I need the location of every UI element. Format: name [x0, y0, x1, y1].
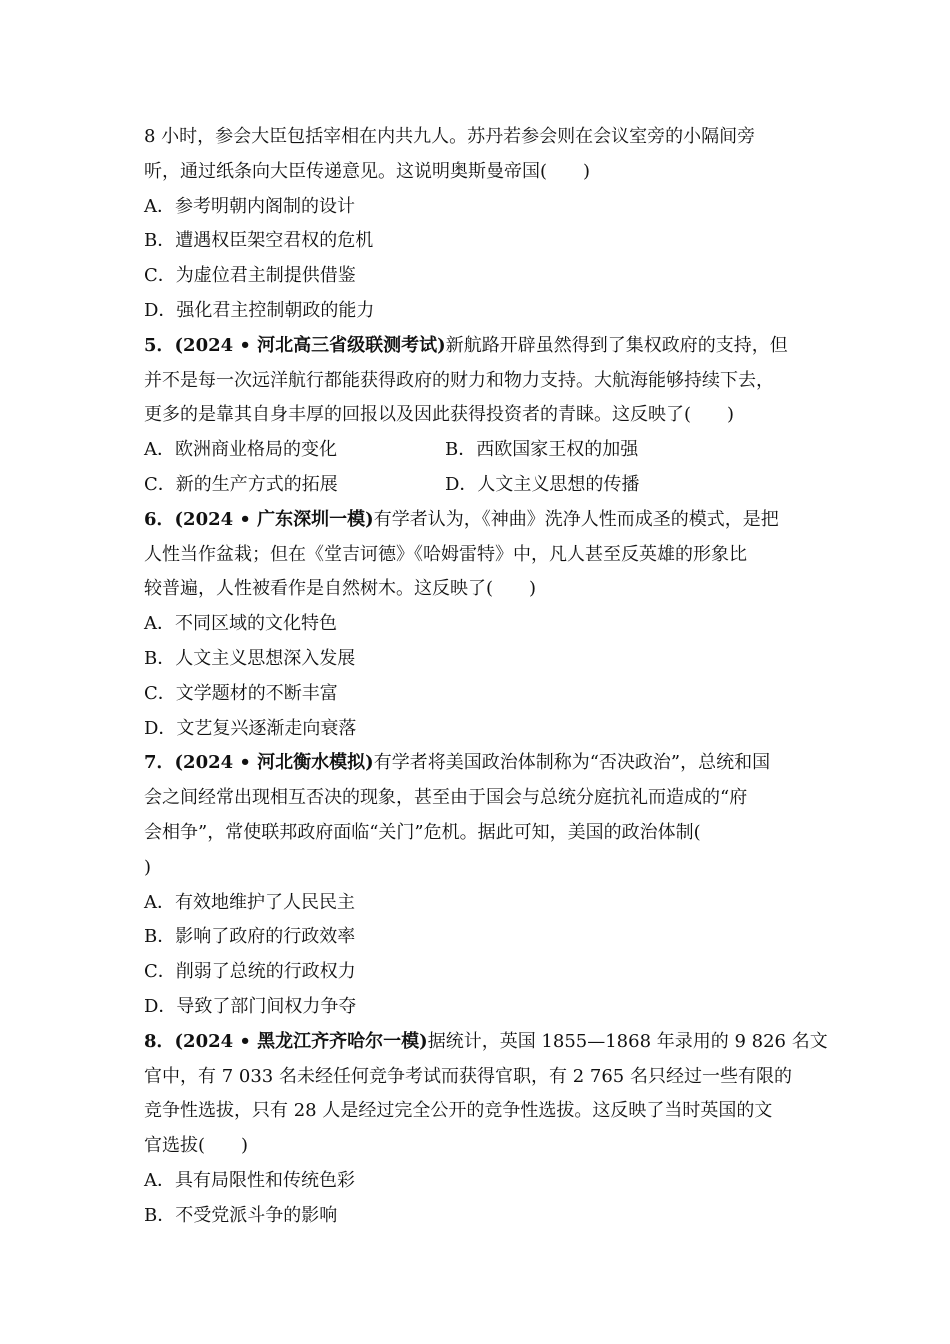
q7-number: 7． [144, 752, 175, 774]
q4-line-2: 听，通过纸条向大臣传递意见。这说明奥斯曼帝国( ) [144, 160, 591, 182]
q7-option-d: D．导致了部门间权力争夺 [144, 995, 357, 1017]
q6-option-a: A．不同区域的文化特色 [144, 613, 337, 635]
exam-page [144, 120, 828, 1234]
q7-line-1 [144, 746, 824, 781]
q8-line-1 [144, 1025, 828, 1060]
q4-option-d: D．强化君主控制朝政的能力 [144, 299, 375, 321]
q8-line-2: 官中，有 7 033 名未经任何竞争考试而获得官职，有 2 765 名只经过一些有限的 [144, 1065, 792, 1087]
q7-line-3: 会相争”，常使联邦政府面临“关门”危机。据此可知，美国的政治体制( [144, 821, 701, 843]
q6-option-b: B．人文主义思想深入发展 [144, 647, 356, 669]
q6-line-1 [144, 503, 824, 538]
q6-source: (2024 • 广东深圳一模) [174, 508, 374, 530]
q4-option-b: B．遭遇权臣架空君权的危机 [144, 230, 374, 252]
q5-options-row-1 [144, 433, 824, 468]
q7-line-4: ) [144, 856, 152, 878]
q5-options-row-2 [144, 468, 824, 503]
q6-option-c: C．文学题材的不断丰富 [144, 682, 338, 704]
q8-source: (2024 • 黑龙江齐齐哈尔一模) [174, 1030, 428, 1052]
q5-line-3: 更多的是靠其自身丰厚的回报以及因此获得投资者的青睐。这反映了( ) [144, 404, 735, 426]
q6-number: 6． [144, 508, 175, 530]
q5-line-2: 并不是每一次远洋航行都能获得政府的财力和物力支持。大航海能够持续下去， [144, 369, 774, 391]
q4-option-a: A．参考明朝内阁制的设计 [144, 195, 355, 217]
q8-option-a: A．具有局限性和传统色彩 [144, 1169, 355, 1191]
q6-option-d: D．文艺复兴逐渐走向衰落 [144, 717, 357, 739]
q7-option-a: A．有效地维护了人民民主 [144, 891, 355, 913]
q8-number: 8． [144, 1030, 175, 1052]
q8-line-4: 官选拔( ) [144, 1135, 249, 1157]
q6-line-3: 较普遍，人性被看作是自然树木。这反映了( ) [144, 578, 537, 600]
q5-source: (2024 • 河北高三省级联测考试) [174, 334, 446, 356]
q5-option-c: C．新的生产方式的拓展 [144, 473, 338, 495]
q7-line-2: 会之间经常出现相互否决的现象，甚至由于国会与总统分庭抗礼而造成的“府 [144, 787, 748, 809]
q8-stem-start: 据统计，英国 1855—1868 年录用的 9 826 名文 [427, 1030, 828, 1052]
q6-stem-start: 有学者认为，《神曲》洗净人性而成圣的模式，是把 [373, 508, 779, 530]
q5-option-b: B．西欧国家王权的加强 [445, 439, 639, 461]
q7-option-c: C．削弱了总统的行政权力 [144, 961, 356, 983]
q8-line-3: 竞争性选拔，只有 28 人是经过完全公开的竞争性选拔。这反映了当时英国的文 [144, 1100, 773, 1122]
q7-option-b: B．影响了政府的行政效率 [144, 926, 356, 948]
q4-line-1: 8 小时，参会大臣包括宰相在内共九人。苏丹若参会则在会议室旁的小隔间旁 [144, 126, 756, 147]
q5-line-1 [144, 329, 824, 364]
q8-option-b: B．不受党派斗争的影响 [144, 1204, 338, 1226]
q7-source: (2024 • 河北衡水模拟) [174, 752, 374, 774]
q4-option-c: C．为虚位君主制提供借鉴 [144, 265, 356, 287]
q5-option-d: D．人文主义思想的传播 [445, 473, 640, 495]
q6-line-2: 人性当作盆栽；但在《堂吉诃德》《哈姆雷特》中，凡人甚至反英雄的形象比 [144, 543, 747, 565]
q5-stem-start: 新航路开辟虽然得到了集权政府的支持，但 [445, 334, 788, 356]
q5-option-a: A．欧洲商业格局的变化 [144, 439, 337, 461]
q5-number: 5． [144, 334, 175, 356]
q7-stem-start: 有学者将美国政治体制称为“否决政治”，总统和国 [373, 752, 771, 774]
